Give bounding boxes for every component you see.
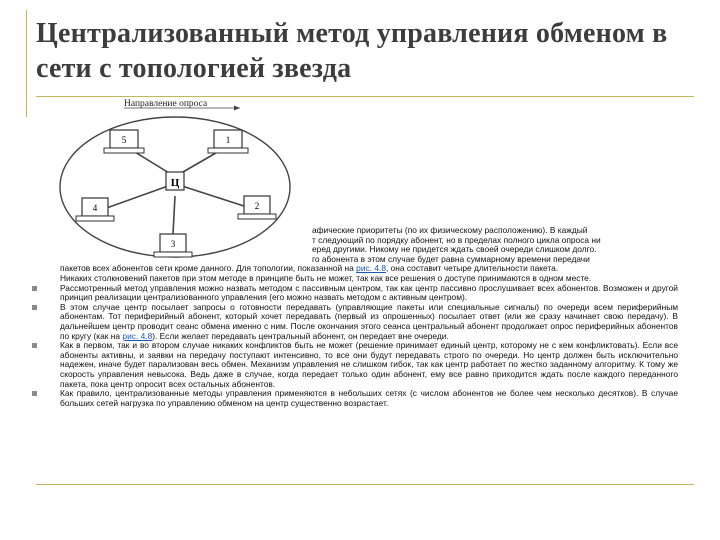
list-item: В этом случае центр посылает запросы о готовности передавать (управляющие пакеты или специальные сигналы) по очереди всем периферийным абонентам. Тот периферийный абонент, который хочет передавать (первый из опрошенных) посылает ответ (или же сразу начинает свою передачу). В дальнейшем центр проводит сеанс обмена именно с ним. После окончания этого сеанса центральный абонент продолжает опрос периферийных абонентов по кругу (как на рис. 4.8). Если желает передавать центральный абонент, он передает вне очереди. [60, 303, 678, 341]
terminal-node-2 [238, 196, 276, 219]
bullet-icon [32, 305, 37, 310]
footer-line [36, 484, 694, 485]
svg-text:2: 2 [254, 201, 260, 211]
list-item: Рассмотренный метод управления можно назвать методом с пассивным центром, так как центр пассивно прослушивает всех абонентов. Возможен и другой принцип реализации централизованного управления (его можно назвать методом с активным центром). [60, 284, 678, 303]
accent-vertical-line [26, 10, 27, 117]
diagram-caption: Направление опроса [124, 99, 208, 109]
bullet-list [60, 284, 678, 409]
paragraph-1: афические приоритеты (по их физическому расположению). В каждый т следующий по порядку абонент, но в пределах полного цикла опроса ни еред другими. Никому не придется ждать своей очереди слишком долго. го абонента в этом случае будет равна суммарному времени передачи пакетов всех абонентов сети кроме данного. Для топологии, показанной на рис. 4.8, она составит четыре длительности пакета. Никаких столкновений пакетов при этом методе в принципе быть не может, так как все решения о доступе принимаются в одном месте. [60, 226, 601, 283]
svg-text:3: 3 [170, 239, 176, 249]
body-text [60, 226, 678, 408]
arrow-head [234, 106, 240, 111]
svg-text:5: 5 [121, 135, 127, 145]
bullet-icon [32, 343, 37, 348]
svg-text:4: 4 [92, 203, 98, 213]
figure-link[interactable]: рис. 4.8 [356, 264, 386, 274]
list-item: Как правило, централизованные методы управления применяются в небольших сетях (с числом абонентов не более чем несколько десятков). В случае больших сетей нагрузка по управлению обменом на центр существенно возрастает. [60, 389, 678, 408]
page-title: Централизованный метод управления обменом в сети с топологией звезда [36, 18, 668, 84]
svg-text:1: 1 [225, 135, 231, 145]
list-item: Как в первом, так и во втором случае никаких конфликтов быть не может (решение принимает единый центр, которому не с кем конфликтовать). Если все абоненты активны, и заявки на передачу поступают интенсивно, то все они будут передавать строго по очереди. Но центр должен быть исключительно надежен, иначе будет парализован весь обмен. Механизм управления не слишком гибок, так как центр работает по жестко заданному алгоритму. К тому же скорость управления невысока. Ведь даже в случае, когда передает только один абонент, ему все равно приходится ждать после каждого переданного пакета, пока центр опросит всех остальных абонентов. [60, 341, 678, 389]
terminal-node-4 [76, 198, 114, 221]
terminal-node-5 [104, 130, 144, 153]
terminal-node-1 [208, 130, 248, 153]
svg-text:Ц: Ц [170, 177, 180, 189]
figure-link[interactable]: рис. 4.8 [122, 330, 153, 341]
bullet-icon [32, 286, 37, 291]
bullet-icon [32, 391, 37, 396]
central-node [166, 172, 184, 190]
